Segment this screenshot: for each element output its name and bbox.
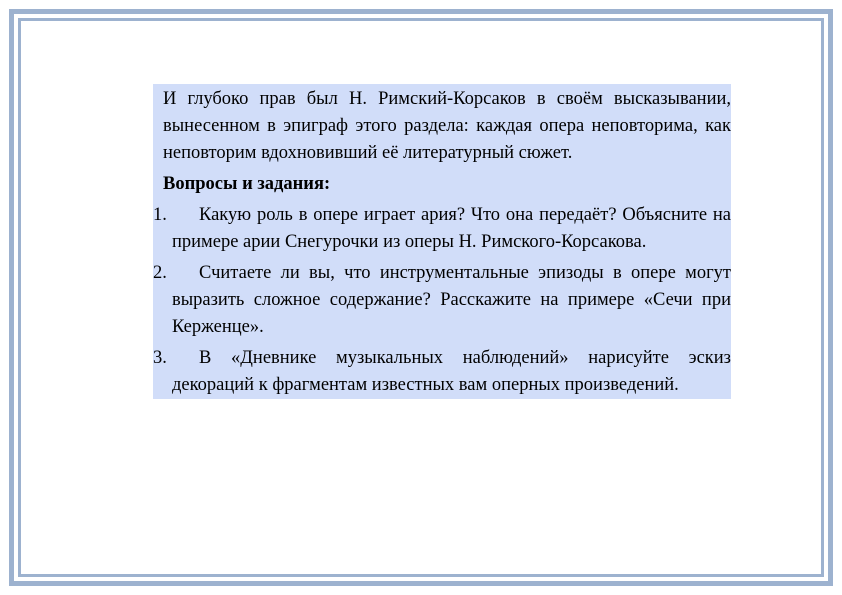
slide-text-block xyxy=(153,84,731,399)
task-item-3 xyxy=(153,345,731,399)
questions-heading: Вопросы и задания: xyxy=(163,174,331,194)
task-list xyxy=(153,202,731,399)
task-text: Какую роль в опере играет ария? Что она передаёт? Объясните на примере арии Снегурочки из оперы Н. Римского-Корсакова. xyxy=(172,205,731,252)
task-item-2 xyxy=(153,260,731,341)
task-item-1 xyxy=(153,202,731,256)
task-number: 1. xyxy=(153,205,167,225)
task-number: 2. xyxy=(153,263,167,283)
intro-paragraph: И глубоко прав был Н. Римский-Корсаков в своём высказывании, вынесенном в эпиграф этого раздела: каждая опера неповторима, как неповторим вдохновивший её литературный сюжет. xyxy=(163,89,731,163)
task-text: В «Дневнике музыкальных наблюдений» нарисуйте эскиз декораций к фрагментам известных вам оперных произведений. xyxy=(172,348,731,395)
task-number: 3. xyxy=(153,348,167,368)
task-text: Считаете ли вы, что инструментальные эпизоды в опере могут выразить сложное содержание? Расскажите на примере «Сечи при Керженце». xyxy=(172,263,731,337)
